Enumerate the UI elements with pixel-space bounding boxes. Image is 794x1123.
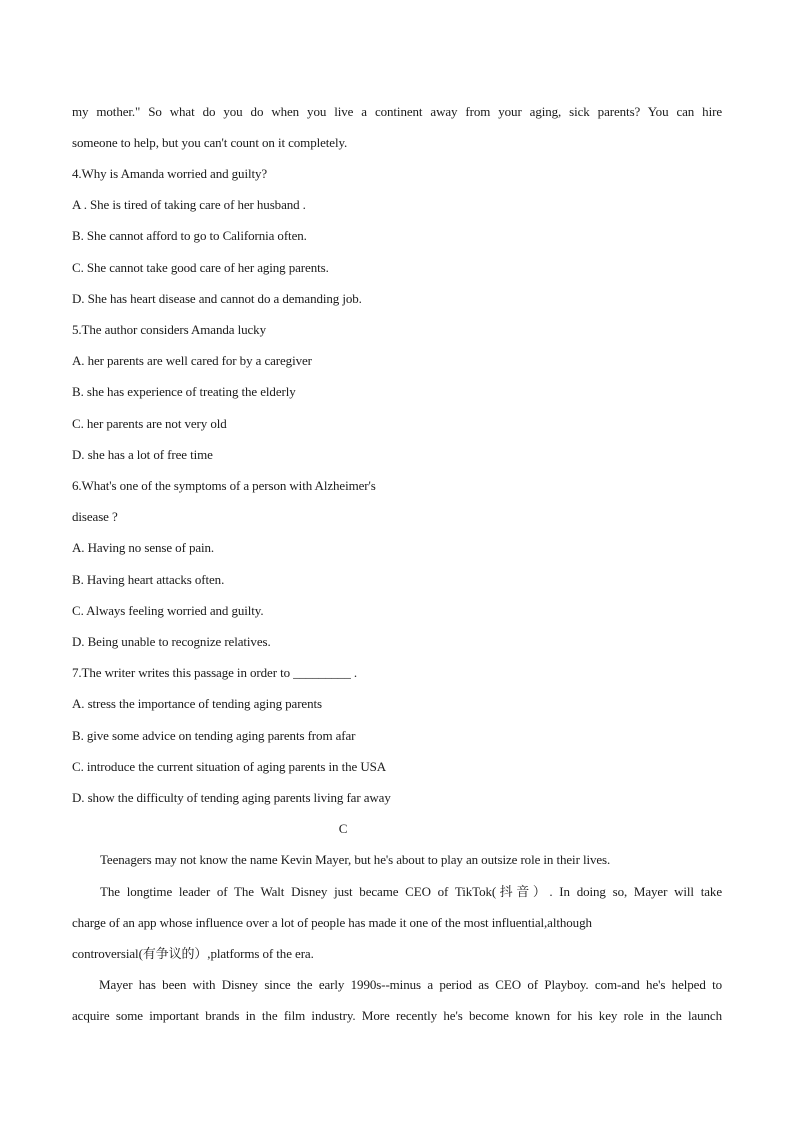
question-6-option-d: D. Being unable to recognize relatives.	[72, 634, 271, 649]
question-5-option-d: D. she has a lot of free time	[72, 447, 213, 462]
question-5-option-a: A. her parents are well cared for by a caregiver	[72, 353, 312, 368]
question-5-option-c: C. her parents are not very old	[72, 416, 227, 431]
passage-line: charge of an app whose influence over a lot of people has made it one of the most influential,although	[72, 915, 592, 930]
passage-line: Mayer has been with Disney since the early 1990s--minus a period as CEO of Playboy. com-and he's helped to	[99, 977, 722, 992]
question-7-stem: 7.The writer writes this passage in order to _________ .	[72, 665, 358, 680]
passage-line: my mother." So what do you do when you live a continent away from your aging, sick parents? You can hire	[72, 104, 722, 119]
passage-line: controversial(有争议的）,platforms of the era.	[72, 946, 314, 961]
question-7-option-a: A. stress the importance of tending aging parents	[72, 696, 322, 711]
question-4-option-c: C. She cannot take good care of her aging parents.	[72, 260, 329, 275]
question-6-stem-cont: disease ?	[72, 509, 118, 524]
passage-line: The longtime leader of The Walt Disney just became CEO of TikTok(抖音）. In doing so, Mayer will take	[100, 884, 722, 899]
section-heading: C	[338, 821, 348, 836]
question-5-option-b: B. she has experience of treating the elderly	[72, 384, 296, 399]
passage-line: someone to help, but you can't count on it completely.	[72, 135, 348, 150]
question-4-option-a: A . She is tired of taking care of her husband .	[72, 197, 306, 212]
question-6-option-c: C. Always feeling worried and guilty.	[72, 603, 264, 618]
question-7-option-b: B. give some advice on tending aging parents from afar	[72, 728, 356, 743]
passage-line: acquire some important brands in the film industry. More recently he's become known for his key role in the launch	[72, 1008, 722, 1023]
passage-line: Teenagers may not know the name Kevin Mayer, but he's about to play an outsize role in their lives.	[100, 852, 611, 867]
question-7-option-c: C. introduce the current situation of aging parents in the USA	[72, 759, 387, 774]
question-7-option-d: D. show the difficulty of tending aging parents living far away	[72, 790, 391, 805]
question-4-option-d: D. She has heart disease and cannot do a demanding job.	[72, 291, 362, 306]
question-6-stem: 6.What's one of the symptoms of a person with Alzheimer's	[72, 478, 376, 493]
question-6-option-a: A. Having no sense of pain.	[72, 540, 215, 555]
question-6-option-b: B. Having heart attacks often.	[72, 572, 225, 587]
question-5-stem: 5.The author considers Amanda lucky	[72, 322, 266, 337]
question-4-stem: 4.Why is Amanda worried and guilty?	[72, 166, 268, 181]
question-4-option-b: B. She cannot afford to go to California often.	[72, 228, 307, 243]
